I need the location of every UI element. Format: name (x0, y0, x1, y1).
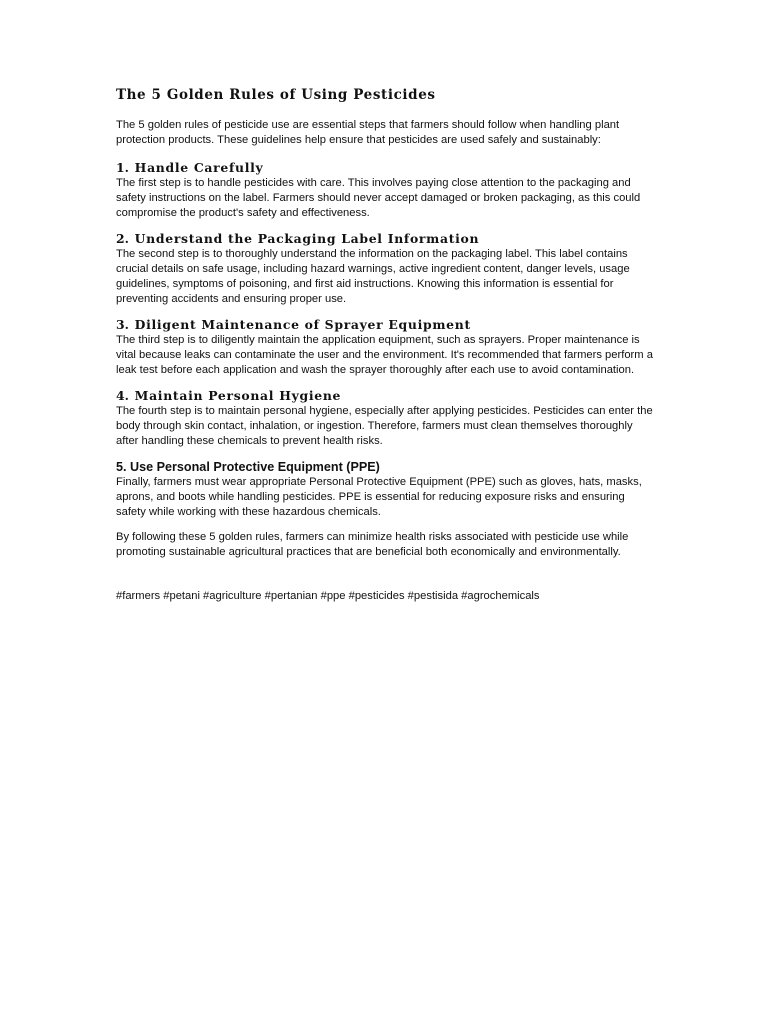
section-2 (116, 231, 656, 307)
intro-paragraph: The 5 golden rules of pesticide use are essential steps that farmers should follow when handling plant protection products. These guidelines help ensure that pesticides are used safely and sustainably: (116, 119, 620, 146)
document-title: The 5 Golden Rules of Using Pesticides (116, 87, 436, 103)
section-body: The first step is to handle pesticides with care. This involves paying close attention to the packaging and safety instructions on the label. Farmers should never accept damaged or broken packaging, as this could compromise the product's safety and effectiveness. (116, 177, 641, 219)
section-heading: 1. Handle Carefully (116, 160, 264, 175)
section-number: 1 (116, 160, 125, 175)
section-body: Finally, farmers must wear appropriate Personal Protective Equipment (PPE) such as gloves, hats, masks, aprons, and boots while handling pesticides. PPE is essential for reducing exposure risks and ensuring safety while working with these hazardous chemicals. (116, 476, 642, 518)
section-body: The third step is to diligently maintain the application equipment, such as sprayers. Proper maintenance is vital because leaks can contaminate the user and the environment. It's recommended that farmers perform a leak test before each application and wash the sprayer thoroughly after each use to avoid contamination. (116, 334, 653, 376)
section-body: The second step is to thoroughly understand the information on the packaging label. This label contains crucial details on safe usage, including hazard warnings, active ingredient content, danger levels, usage guidelines, symptoms of poisoning, and first aid instructions. Knowing this information is essential for preventing accidents and ensuring proper use. (116, 248, 630, 305)
section-body: The fourth step is to maintain personal hygiene, especially after applying pesticides. Pesticides can enter the body through skin contact, inhalation, or ingestion. Therefore, farmers must clean themselves thoroughly after handling these chemicals to prevent health risks. (116, 405, 653, 447)
section-4 (116, 388, 656, 449)
section-title: Understand the Packaging Label Information (134, 231, 480, 246)
section-number: 2 (116, 231, 125, 246)
section-heading: 5. Use Personal Protective Equipment (PPE) (116, 460, 380, 474)
section-1 (116, 160, 656, 221)
section-number: 4 (116, 388, 125, 403)
conclusion-paragraph: By following these 5 golden rules, farmers can minimize health risks associated with pesticide use while promoting sustainable agricultural practices that are beneficial both economically and environmentally. (116, 531, 629, 558)
section-heading: 3. Diligent Maintenance of Sprayer Equipment (116, 317, 471, 332)
hashtags-line: #farmers #petani #agriculture #pertanian #ppe #pesticides #pestisida #agrochemicals (116, 590, 540, 602)
section-number: 5 (116, 460, 124, 474)
section-title: Use Personal Protective Equipment (PPE) (130, 460, 380, 474)
section-3 (116, 317, 656, 378)
section-heading: 4. Maintain Personal Hygiene (116, 388, 342, 403)
section-5 (116, 459, 656, 520)
section-title: Maintain Personal Hygiene (134, 388, 342, 403)
section-number: 3 (116, 317, 125, 332)
section-title: Diligent Maintenance of Sprayer Equipment (134, 317, 471, 332)
section-title: Handle Carefully (134, 160, 264, 175)
section-heading: 2. Understand the Packaging Label Information (116, 231, 480, 246)
document-page (116, 86, 656, 604)
